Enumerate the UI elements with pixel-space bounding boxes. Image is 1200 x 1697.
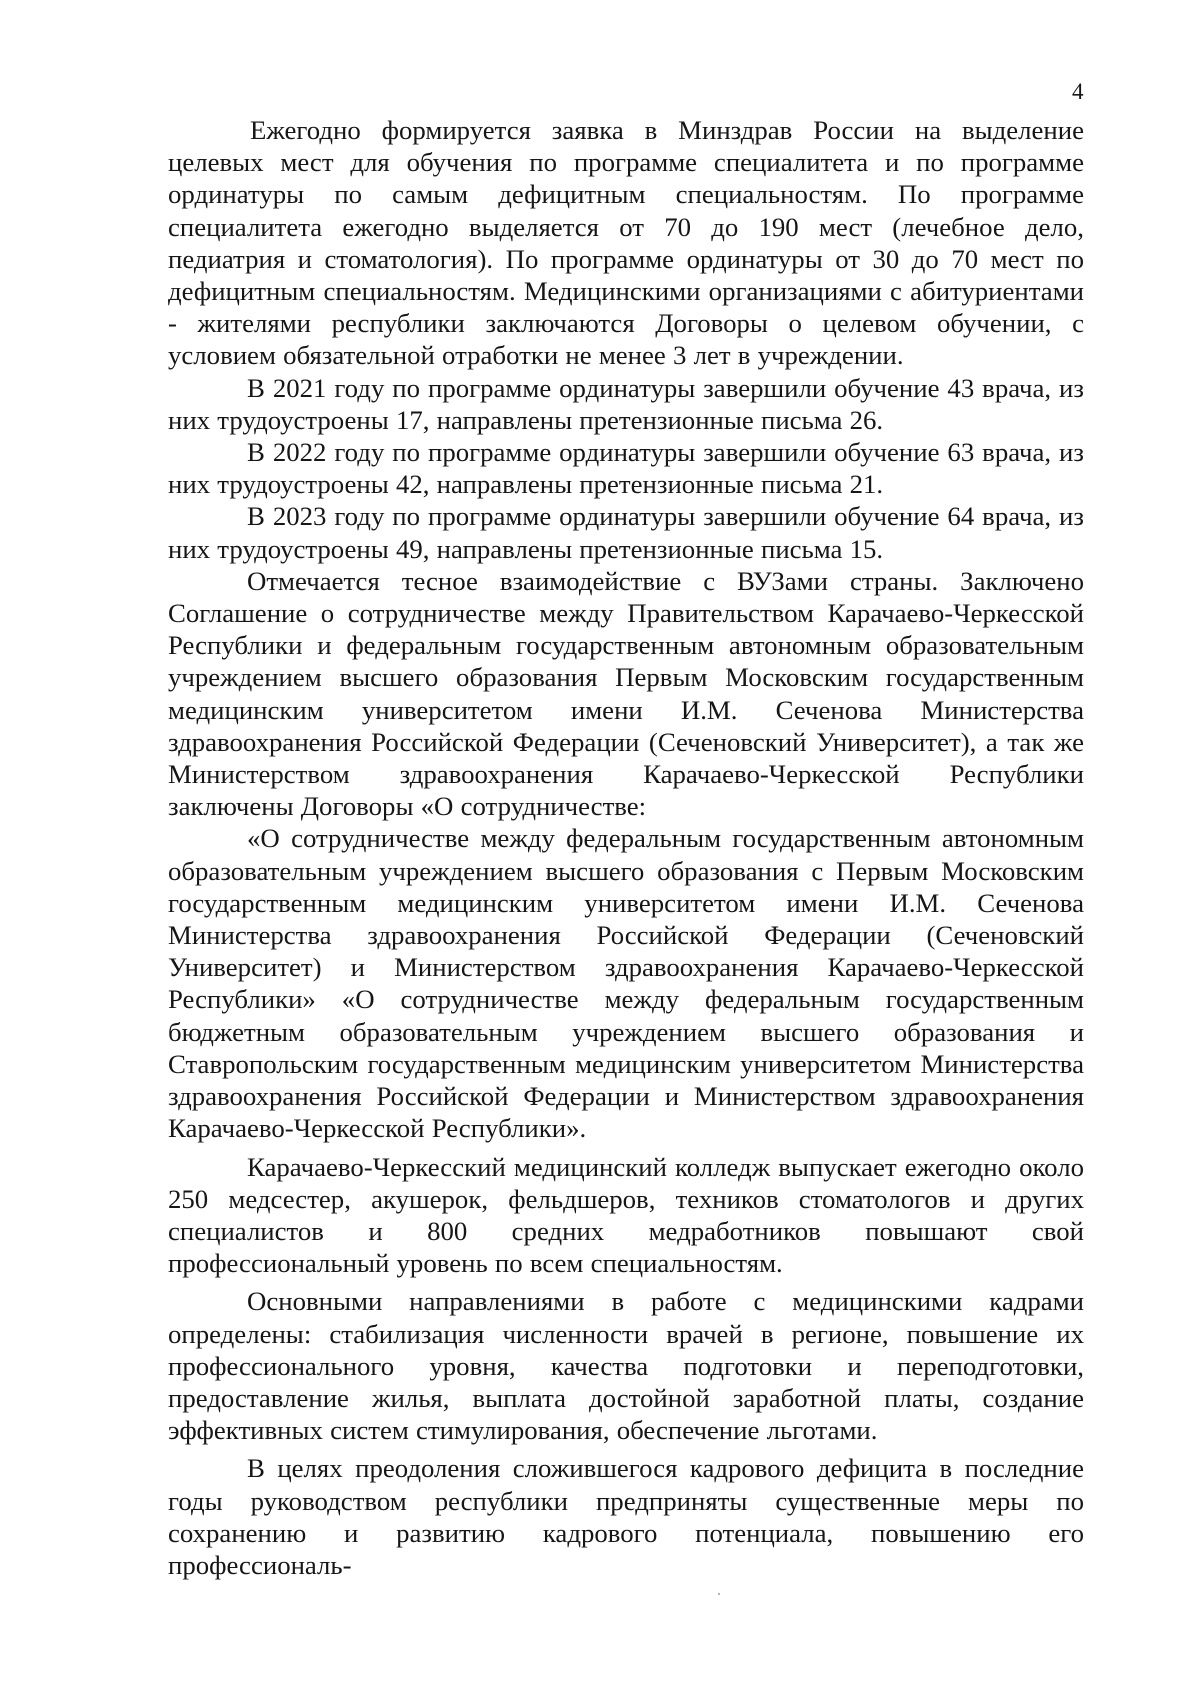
paragraph-university-cooperation: Отмечается тесное взаимодействие с ВУЗами страны. Заключено Соглашение о сотрудничестве между Правительством Карачаево-Черкесской Республики и федеральным государственным автономным образовательным учреждением высшего образования Первым Московским государственным медицинским университетом имени И.М. Сеченова Министерства здравоохранения Российской Федерации (Сеченовский Университет), а так же Министерством здравоохранения Карачаево-Черкесской Республики заключены Договоры «О сотрудничестве:	[168, 565, 1084, 822]
paragraph-2021-results: В 2021 году по программе ординатуры завершили обучение 43 врача, из них трудоустроены 17, направлены претензионные письма 26.	[168, 372, 1084, 435]
paragraph-cooperation-agreements: «О сотрудничестве между федеральным государственным автономным образовательным учреждением высшего образования с Первым Московским государственным медицинским университетом имени И.М. Сеченова Министерства здравоохранения Российской Федерации (Сеченовский Университет) и Министерством здравоохранения Карачаево-Черкесской Республики» «О сотрудничестве между федеральным государственным бюджетным образовательным учреждением высшего образования и Ставропольским государственным медицинским университетом Министерства здравоохранения Российской Федерации и Министерством здравоохранения Карачаево-Черкесской Республики».	[168, 823, 1084, 1144]
paragraph-medical-college: Карачаево-Черкесский медицинский колледж выпускает ежегодно около 250 медсестер, акушерок, фельдшеров, техников стоматологов и других специалистов и 800 средних медработников повышают свой профессиональный уровень по всем специальностям.	[168, 1151, 1084, 1279]
paragraph-main-directions: Основными направлениями в работе с медицинскими кадрами определены: стабилизация численности врачей в регионе, повышение их профессионального уровня, качества подготовки и переподготовки, предоставление жилья, выплата достойной заработной платы, создание эффективных систем стимулирования, обеспечение льготами.	[168, 1286, 1084, 1446]
scan-artifact	[718, 1593, 720, 1595]
paragraph-staff-deficit-measures: В целях преодоления сложившегося кадрового дефицита в последние годы руководством республики предприняты существенные меры по сохранению и развитию кадрового потенциала, повышению его профессиональ-	[168, 1453, 1084, 1580]
paragraph-2023-results: В 2023 году по программе ординатуры завершили обучение 64 врача, из них трудоустроены 49, направлены претензионные письма 15.	[168, 501, 1084, 564]
paragraph-2022-results: В 2022 году по программе ординатуры завершили обучение 63 врача, из них трудоустроены 42, направлены претензионные письма 21.	[168, 437, 1084, 500]
paragraph-target-places: Ежегодно формируется заявка в Минздрав России на выделение целевых мест для обучения по программе специалитета и по программе ординатуры по самым дефицитным специальностям. По программе специалитета ежегодно выделяется от 70 до 190 мест (лечебное дело, педиатрия и стоматология). По программе ординатуры от 30 до 70 мест по дефицитным специальностям. Медицинскими организациями с абитуриентами - жителями республики заключаются Договоры о целевом обучении, с условием обязательной отработки не менее 3 лет в учреждении.	[168, 115, 1084, 371]
page-number: 4	[1072, 79, 1084, 104]
document-body	[168, 114, 1084, 1581]
